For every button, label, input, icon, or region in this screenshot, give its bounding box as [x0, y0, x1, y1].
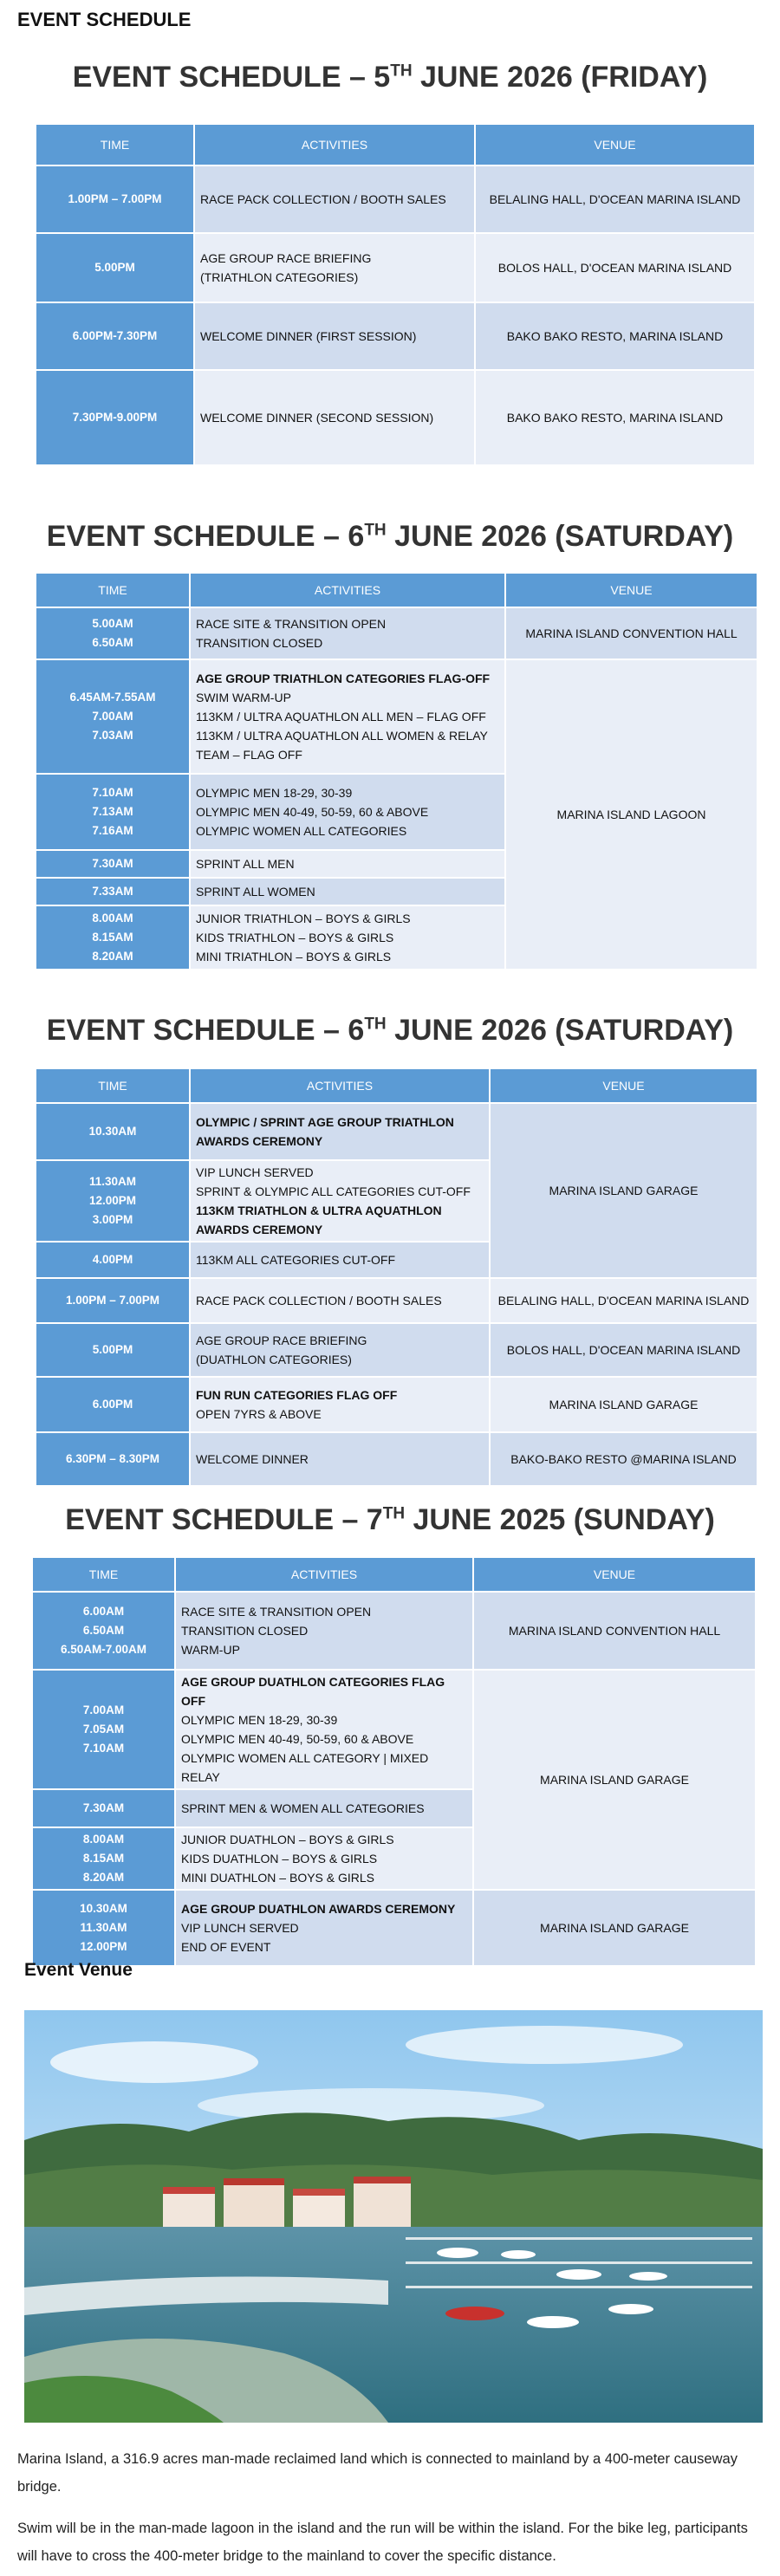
activities-cell [190, 774, 505, 850]
time-text: 6.45AM-7.55AM [69, 691, 156, 704]
section-3-title-sup: TH [364, 1015, 387, 1034]
table-row [32, 1890, 756, 1966]
activity-text: JUNIOR TRIATHLON – BOYS & GIRLS [196, 912, 411, 925]
marina-illustration [24, 2010, 763, 2423]
activities-cell [190, 659, 505, 774]
header-time: TIME [36, 124, 194, 165]
table-row [36, 1432, 757, 1486]
header-activities: ACTIVITIES [175, 1557, 473, 1592]
table-row [36, 302, 755, 370]
activity-text: RACE PACK COLLECTION / BOOTH SALES [196, 1294, 442, 1307]
time-text: 12.00PM [80, 1940, 127, 1953]
venue-cell: MARINA ISLAND CONVENTION HALL [473, 1592, 756, 1670]
time-cell [36, 302, 194, 370]
venue-cell: MARINA ISLAND GARAGE [473, 1670, 756, 1890]
activity-text: KIDS TRIATHLON – BOYS & GIRLS [196, 931, 394, 944]
activity-text: OLYMPIC WOMEN ALL CATEGORY | MIXED RELAY [181, 1751, 429, 1784]
time-cell [36, 1242, 190, 1278]
header-activities: ACTIVITIES [194, 124, 475, 165]
venue-cell: MARINA ISLAND CONVENTION HALL [505, 607, 757, 659]
time-cell [36, 1278, 190, 1323]
activity-text: AGE GROUP RACE BRIEFING [196, 1333, 367, 1347]
schedule-table-2 [35, 572, 758, 970]
time-cell [36, 774, 190, 850]
time-text: 7.30AM [82, 1801, 125, 1814]
time-text: 7.10AM [82, 1742, 125, 1755]
time-text: 7.16AM [92, 824, 133, 837]
activity-text: FUN RUN CATEGORIES FLAG OFF [196, 1388, 398, 1402]
activities-cell [194, 233, 475, 302]
table-row [36, 1323, 757, 1377]
section-4-title-sup: TH [382, 1504, 406, 1523]
header-venue: VENUE [475, 124, 755, 165]
activity-text: RACE SITE & TRANSITION OPEN [181, 1605, 372, 1619]
time-cell [36, 905, 190, 970]
time-text: 8.20AM [82, 1871, 125, 1884]
activities-cell [175, 1827, 473, 1890]
activity-text: TRANSITION CLOSED [196, 636, 323, 650]
time-text: 6.50AM-7.00AM [60, 1643, 147, 1656]
activity-text: OLYMPIC MEN 40-49, 50-59, 60 & ABOVE [196, 805, 429, 819]
header-time: TIME [36, 573, 190, 607]
activity-text: WARM-UP [181, 1643, 240, 1657]
activity-text: AWARDS CEREMONY [196, 1223, 323, 1236]
activity-text: OLYMPIC MEN 40-49, 50-59, 60 & ABOVE [181, 1732, 414, 1746]
activity-text: OLYMPIC WOMEN ALL CATEGORIES [196, 824, 407, 838]
activity-text: 113KM ALL CATEGORIES CUT-OFF [196, 1253, 396, 1267]
time-text: 6.30PM – 8.30PM [65, 1452, 160, 1465]
activity-text: SPRINT ALL MEN [196, 857, 295, 871]
header-venue: VENUE [505, 573, 757, 607]
activity-text: MINI TRIATHLON – BOYS & GIRLS [196, 950, 392, 964]
time-text: 7.00AM [82, 1703, 125, 1716]
schedule-table-3 [35, 1067, 758, 1487]
activities-cell [190, 1377, 490, 1432]
activity-text: OLYMPIC MEN 18-29, 30-39 [196, 786, 353, 800]
table-row [36, 659, 757, 774]
activities-cell [175, 1789, 473, 1827]
time-cell [32, 1789, 175, 1827]
section-3-title-post: JUNE 2026 (SATURDAY) [386, 1014, 734, 1047]
activities-cell [190, 1432, 490, 1486]
time-text: 12.00PM [88, 1194, 137, 1207]
activity-text: SWIM WARM-UP [196, 691, 291, 704]
activity-text: RACE PACK COLLECTION / BOOTH SALES [200, 192, 446, 206]
time-text: 8.00AM [92, 912, 133, 925]
time-text: 1.00PM – 7.00PM [65, 1294, 160, 1307]
table-row [36, 233, 755, 302]
section-2-title [0, 520, 780, 554]
venue-cell: MARINA ISLAND GARAGE [490, 1377, 757, 1432]
activity-text: AGE GROUP DUATHLON AWARDS CEREMONY [181, 1902, 456, 1916]
page-title: EVENT SCHEDULE [17, 9, 192, 30]
time-text: 7.30AM [92, 857, 133, 870]
activity-text: AGE GROUP TRIATHLON CATEGORIES FLAG-OFF [196, 672, 491, 685]
time-text: 8.00AM [82, 1833, 125, 1846]
venue-photo [24, 2010, 763, 2423]
venue-heading: Event Venue [24, 1960, 133, 1980]
activity-text: VIP LUNCH SERVED [181, 1921, 299, 1935]
table-row [36, 1103, 757, 1160]
header-time: TIME [36, 1068, 190, 1103]
schedule-table-1 [35, 123, 756, 466]
activities-cell [190, 1160, 490, 1242]
time-text: 7.30PM-9.00PM [72, 411, 158, 424]
venue-cell: BELALING HALL, D'OCEAN MARINA ISLAND [475, 165, 755, 233]
time-text: 6.00AM [82, 1605, 125, 1618]
venue-description-1: Marina Island, a 316.9 acres man-made reclaimed land which is connected to mainland by a 400-meter causeway bridge. [17, 2451, 738, 2495]
activities-cell [190, 850, 505, 878]
activity-text: SPRINT ALL WOMEN [196, 885, 315, 899]
time-cell [36, 1323, 190, 1377]
activity-text: AWARDS CEREMONY [196, 1134, 323, 1148]
header-activities: ACTIVITIES [190, 573, 505, 607]
activities-cell [190, 1323, 490, 1377]
time-text: 11.30AM [88, 1175, 137, 1188]
time-cell [36, 659, 190, 774]
schedule-table-4 [31, 1556, 757, 1967]
time-text: 4.00PM [92, 1253, 133, 1266]
activity-text: MINI DUATHLON – BOYS & GIRLS [181, 1871, 375, 1885]
table-row [32, 1592, 756, 1670]
header-venue: VENUE [490, 1068, 757, 1103]
venue-cell: BAKO BAKO RESTO, MARINA ISLAND [475, 302, 755, 370]
activity-text: SPRINT MEN & WOMEN ALL CATEGORIES [181, 1801, 425, 1815]
time-text: 6.00PM [92, 1398, 133, 1411]
venue-cell: BAKO-BAKO RESTO @MARINA ISLAND [490, 1432, 757, 1486]
time-cell [36, 607, 190, 659]
activity-text: TRANSITION CLOSED [181, 1624, 309, 1638]
header-venue: VENUE [473, 1557, 756, 1592]
table-row [36, 1377, 757, 1432]
time-cell [36, 1103, 190, 1160]
activity-text: VIP LUNCH SERVED [196, 1165, 314, 1179]
table-row [36, 165, 755, 233]
activity-text: SPRINT & OLYMPIC ALL CATEGORIES CUT-OFF [196, 1184, 471, 1198]
activity-text: AGE GROUP RACE BRIEFING [200, 251, 372, 265]
activities-cell [175, 1890, 473, 1966]
time-cell [36, 850, 190, 878]
activities-cell [190, 1242, 490, 1278]
section-1-title-post: JUNE 2026 (FRIDAY) [412, 61, 708, 94]
time-text: 5.00PM [92, 1343, 133, 1356]
activity-text: (DUATHLON CATEGORIES) [196, 1353, 352, 1366]
table-row [36, 607, 757, 659]
time-cell [32, 1670, 175, 1789]
section-3-title [0, 1014, 780, 1048]
time-cell [36, 878, 190, 905]
activity-text: 113KM / ULTRA AQUATHLON ALL MEN – FLAG OFF [196, 710, 486, 723]
venue-cell: MARINA ISLAND GARAGE [473, 1890, 756, 1966]
time-text: 7.05AM [82, 1723, 125, 1736]
activity-text: WELCOME DINNER (FIRST SESSION) [200, 329, 417, 343]
activities-cell [190, 905, 505, 970]
section-1-title [0, 61, 780, 94]
time-cell [36, 370, 194, 465]
activities-cell [190, 607, 505, 659]
section-2-title-sup: TH [364, 521, 387, 540]
section-4-title-post: JUNE 2025 (SUNDAY) [405, 1503, 715, 1536]
time-text: 6.50AM [92, 636, 133, 649]
time-cell [32, 1827, 175, 1890]
venue-cell: MARINA ISLAND GARAGE [490, 1103, 757, 1278]
time-text: 3.00PM [92, 1213, 133, 1226]
activity-text: RACE SITE & TRANSITION OPEN [196, 617, 387, 631]
venue-cell: BELALING HALL, D'OCEAN MARINA ISLAND [490, 1278, 757, 1323]
time-text: 7.33AM [92, 885, 133, 898]
time-text: 7.10AM [92, 786, 133, 799]
activity-text: OPEN 7YRS & ABOVE [196, 1407, 322, 1421]
time-text: 1.00PM – 7.00PM [68, 192, 162, 205]
activity-text: JUNIOR DUATHLON – BOYS & GIRLS [181, 1833, 394, 1846]
time-cell [32, 1592, 175, 1670]
table-row [32, 1670, 756, 1789]
time-text: 7.03AM [92, 729, 133, 742]
time-text: 7.00AM [92, 710, 133, 723]
activities-cell [175, 1592, 473, 1670]
activities-cell [190, 878, 505, 905]
time-text: 7.13AM [92, 805, 133, 818]
time-cell [36, 1377, 190, 1432]
header-time: TIME [32, 1557, 175, 1592]
time-text: 10.30AM [88, 1125, 137, 1138]
section-1-title-sup: TH [390, 62, 413, 81]
time-cell [32, 1890, 175, 1966]
section-4-title-pre: EVENT SCHEDULE – 7 [65, 1503, 383, 1536]
section-1-title-pre: EVENT SCHEDULE – 5 [72, 61, 391, 94]
time-cell [36, 1432, 190, 1486]
venue-description-2: Swim will be in the man-made lagoon in the island and the run will be within the island. For the bike leg, participants will have to cross the 400-meter bridge to the mainland to cover the specific distance. [17, 2521, 748, 2564]
venue-cell: BOLOS HALL, D'OCEAN MARINA ISLAND [475, 233, 755, 302]
activity-text: END OF EVENT [181, 1940, 271, 1954]
time-text: 5.00AM [92, 617, 133, 630]
time-text: 11.30AM [80, 1921, 127, 1934]
section-2-title-post: JUNE 2026 (SATURDAY) [386, 520, 734, 553]
activity-text: OLYMPIC MEN 18-29, 30-39 [181, 1713, 338, 1727]
time-cell [36, 233, 194, 302]
activities-cell [194, 370, 475, 465]
activities-cell [175, 1670, 473, 1789]
activity-text: 113KM TRIATHLON & ULTRA AQUATHLON [196, 1204, 442, 1217]
table-row [36, 1278, 757, 1323]
time-text: 6.50AM [82, 1624, 125, 1637]
activity-text: 113KM / ULTRA AQUATHLON ALL WOMEN & RELAY [196, 729, 488, 743]
activities-cell [194, 165, 475, 233]
section-3-title-pre: EVENT SCHEDULE – 6 [46, 1014, 365, 1047]
activity-text: AGE GROUP DUATHLON CATEGORIES FLAG OFF [181, 1675, 445, 1708]
time-text: 6.00PM-7.30PM [72, 329, 158, 342]
venue-cell: BAKO BAKO RESTO, MARINA ISLAND [475, 370, 755, 465]
time-cell [36, 1160, 190, 1242]
activity-text: WELCOME DINNER [196, 1452, 309, 1466]
header-activities: ACTIVITIES [190, 1068, 490, 1103]
venue-cell: MARINA ISLAND LAGOON [505, 659, 757, 970]
venue-cell: BOLOS HALL, D'OCEAN MARINA ISLAND [490, 1323, 757, 1377]
section-4-title [0, 1503, 780, 1537]
section-2-title-pre: EVENT SCHEDULE – 6 [46, 520, 365, 553]
activity-text: KIDS DUATHLON – BOYS & GIRLS [181, 1852, 378, 1865]
time-text: 10.30AM [80, 1902, 127, 1915]
time-cell [36, 165, 194, 233]
activity-text: OLYMPIC / SPRINT AGE GROUP TRIATHLON [196, 1115, 454, 1129]
activity-text: TEAM – FLAG OFF [196, 748, 302, 762]
table-row [36, 370, 755, 465]
activity-text: WELCOME DINNER (SECOND SESSION) [200, 411, 434, 425]
time-text: 8.15AM [82, 1852, 125, 1865]
time-text: 8.20AM [92, 950, 133, 963]
activities-cell [194, 302, 475, 370]
activities-cell [190, 1103, 490, 1160]
activity-text: (TRIATHLON CATEGORIES) [200, 270, 359, 284]
time-text: 8.15AM [92, 931, 133, 944]
activities-cell [190, 1278, 490, 1323]
time-text: 5.00PM [94, 261, 135, 274]
